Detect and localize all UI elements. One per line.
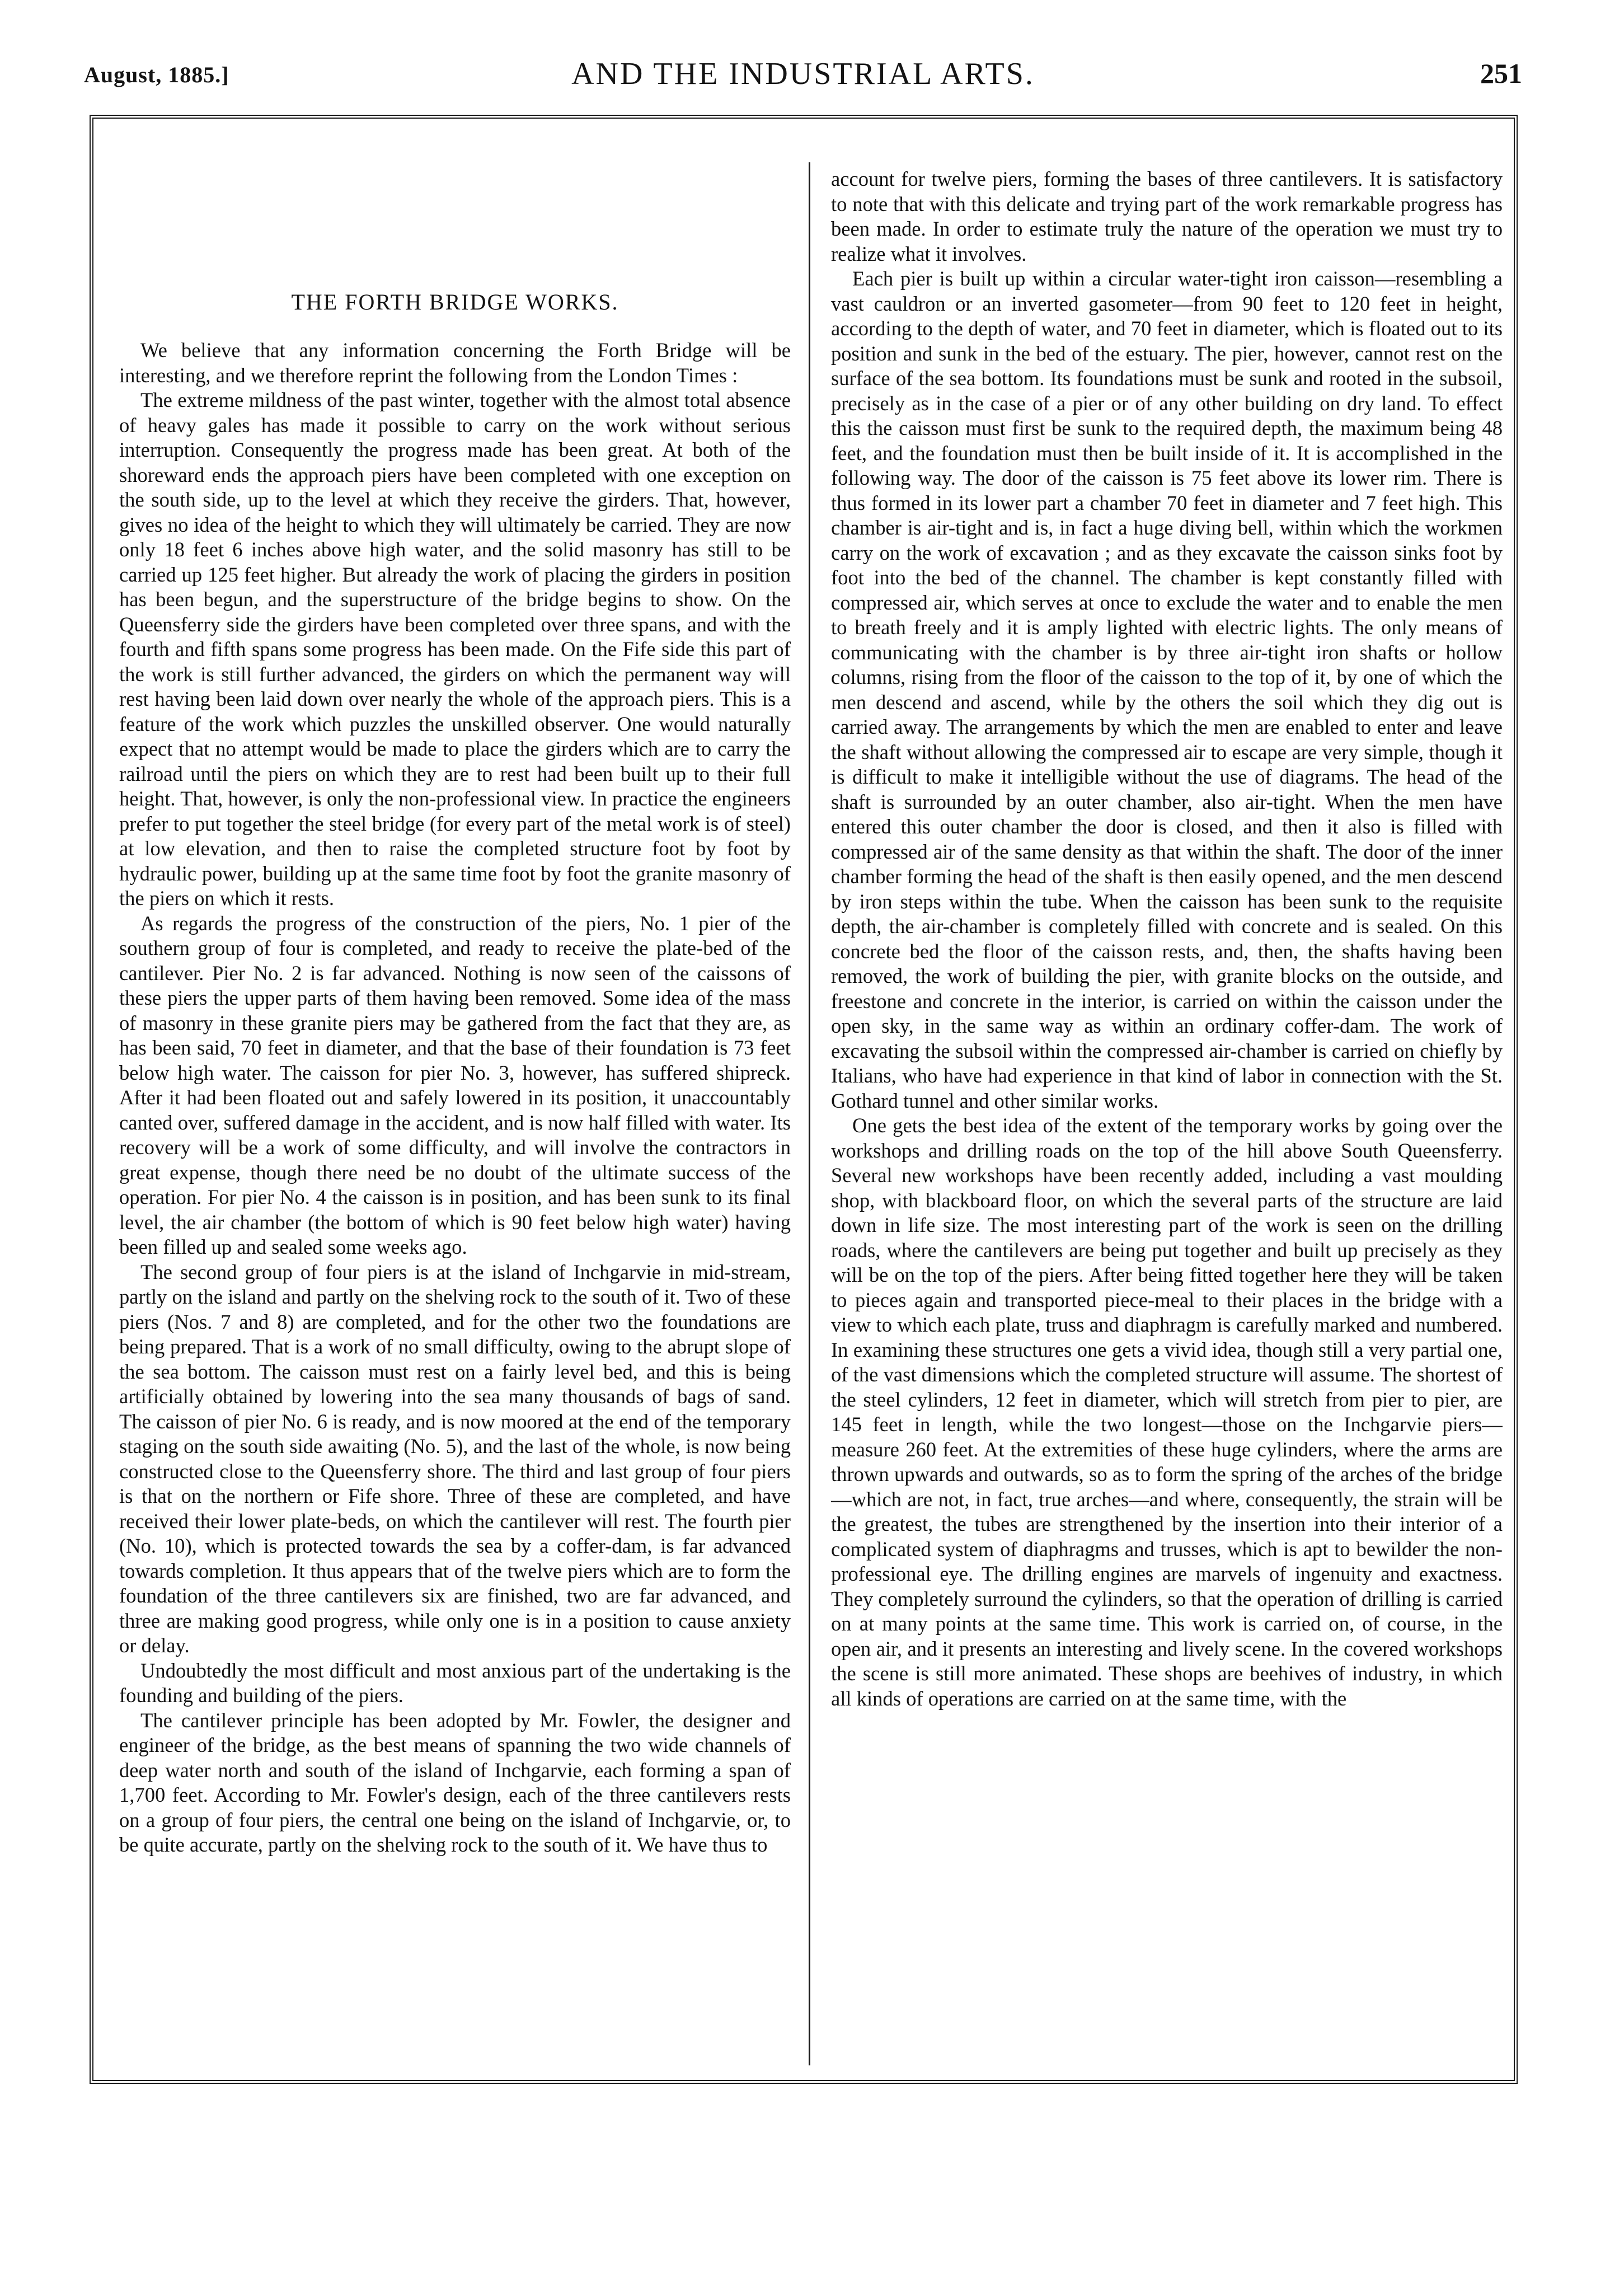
continued-paragraph: account for twelve piers, forming the bases of three cantilevers. It is satisfactory to note that with this delicate and trying part of the work remarkable progress has been made. In order to estimate truly the nature of the operation we must try to realize what it involves. xyxy=(831,167,1503,265)
left-column xyxy=(119,167,791,2047)
issue-date: August, 1885.] xyxy=(84,62,229,87)
body-paragraph: Undoubtedly the most difficult and most anxious part of the undertaking is the founding and building of the piers. xyxy=(119,1658,791,1707)
body-paragraph: Each pier is built up within a circular water-tight iron caisson—resembling a vast cauldron or an inverted gasometer—from 90 feet to 120 feet in height, according to the depth of water, and 70 feet in diameter, which is floated out to its position and sunk in the bed of the estuary. The pier, however, cannot rest on the surface of the sea bottom. Its foundations must be sunk and rooted in the subsoil, precisely as in the case of a pier or of any other building on dry land. To effect this the caisson must first be sunk to the required depth, the maximum being 48 feet, and the foundation must then be built inside of it. It is accomplished in the following way. The door of the caisson is 75 feet above its lower rim. There is thus formed in its lower part a chamber 70 feet in diameter and 7 feet high. This chamber is air-tight and is, in fact a huge diving bell, within which the workmen carry on the work of excavation ; and as they excavate the caisson sinks foot by foot into the bed of the channel. The chamber is kept constantly filled with compressed air, which serves at once to exclude the water and to enable the men to breath freely and it is amply lighted with electric lights. The only means of communicating with the chamber is by three air-tight iron shafts or hollow columns, rising from the floor of the caisson to the top of it, by one of which the men descend and ascend, while by the others the soil which they dig out is carried away. The arrangements by which the men are enabled to enter and leave the shaft without allowing the compressed air to escape are very simple, though it is difficult to make it intelligible without the use of diagrams. The head of the shaft is surrounded by an outer chamber, also air-tight. When the men have entered this outer chamber the door is closed, and then it also is filled with compressed air of the same density as that within the shaft. The door of the inner chamber forming the head of the shaft is then easily opened, and the men descend by iron steps within the tube. When the caisson has been sunk to the requisite depth, the air-chamber is completely filled with concrete and is sealed. On this concrete bed the floor of the caisson rests, and, then, the shafts having been removed, the work of building the pier, with granite blocks on the outside, and freestone and concrete in the interior, is carried on within the caisson under the open sky, in the same way as within an ordinary coffer-dam. The work of excavating the subsoil within the compressed air-chamber is carried on chiefly by Italians, who have had experience in that kind of labor in connection with the St. Gothard tunnel and other similar works. xyxy=(831,267,1503,1112)
body-paragraph: The second group of four piers is at the island of Inchgarvie in mid-stream, partly on the island and partly on the shelving rock to the south of it. Two of these piers (Nos. 7 and 8) are completed, and for the other two the foundations are being prepared. That is a work of no small difficulty, owing to the abrupt slope of the sea bottom. The caisson must rest on a fairly level bed, and this is being artificially obtained by lowering into the sea many thousands of bags of sand. The caisson of pier No. 6 is ready, and is now moored at the end of the temporary staging on the south side awaiting (No. 5), and the last of the whole, is now being constructed close to the Queensferry shore. The third and last group of four piers is that on the northern or Fife shore. Three of these are completed, and have received their lower plate-beds, on which the cantilever will rest. The fourth pier (No. 10), which is protected towards the sea by a coffer-dam, is far advanced towards completion. It thus appears that of the twelve piers which are to form the foundation of the three cantilevers six are finished, two are far advanced, and three are making good progress, while only one is in a position to cause anxiety or delay. xyxy=(119,1260,791,1657)
body-paragraph: As regards the progress of the construction of the piers, No. 1 pier of the southern group of four is completed, and ready to receive the plate-bed of the cantilever. Pier No. 2 is far advanced. Nothing is now seen of the caissons of these piers the upper parts of them having been removed. Some idea of the mass of masonry in these granite piers may be gathered from the fact that they are, as has been said, 70 feet in diameter, and that the base of their foundation is 73 feet below high water. The caisson for pier No. 3, however, has suffered shipreck. After it had been floated out and safely lowered in its position, it unaccountably canted over, suffered damage in the accident, and is now half filled with water. Its recovery will be a work of some difficulty, and will involve the contractors in great expense, though there need be no doubt of the ultimate success of the operation. For pier No. 4 the caisson is in position, and has been sunk to its final level, the air chamber (the bottom of which is 90 feet below high water) having been filled up and sealed some weeks ago. xyxy=(119,911,791,1258)
body-paragraph: One gets the best idea of the extent of the temporary works by going over the workshops and drilling roads on the top of the hill above South Queensferry. Several new workshops have been recently added, including a vast moulding shop, with blackboard floor, on which the several parts of the structure are laid down in life size. The most interesting part of the work is seen on the drilling roads, where the cantilevers are being put together and built up precisely as they will be on the top of the piers. After being fitted together here they will be taken to pieces again and transported piece-meal to their places in the bridge with a view to which each plate, truss and diaphragm is carefully marked and numbered. In examining these structures one gets a vivid idea, though still a very partial one, of the vast dimensions which the completed structure will assume. The shortest of the steel cylinders, 12 feet in diameter, which will stretch from pier to pier, are 145 feet in length, while the two longest—those on the Inchgarvie piers—measure 260 feet. At the extremities of these huge cylinders, where the arms are thrown upwards and outwards, so as to form the spring of the arches of the bridge—which are not, in fact, true arches—and where, consequently, the strain will be the greatest, the tubes are strengthened by the insertion into their interior of a complicated system of diaphragms and trusses, which is apt to bewilder the non-professional eye. The drilling engines are marvels of ingenuity and exactness. They completely surround the cylinders, so that the operation of drilling is carried on at many points at the same time. This work is carried on, of course, in the open air, and it presents an interesting and lively scene. In the covered workshops the scene is still more animated. These shops are beehives of industry, in which all kinds of operations are carried on at the same time, with the xyxy=(831,1114,1503,1710)
article-title: THE FORTH BRIDGE WORKS. xyxy=(291,289,619,315)
column-divider xyxy=(809,162,810,2065)
running-head xyxy=(84,51,1522,113)
page-number: 251 xyxy=(1480,58,1522,89)
article-frame xyxy=(90,115,1518,2084)
journal-title: AND THE INDUSTRIAL ARTS. xyxy=(571,57,1035,91)
intro-paragraph: We believe that any information concerning the Forth Bridge will be interesting, and we therefore reprint the following from the London Times : xyxy=(119,339,791,387)
right-column xyxy=(831,167,1503,2047)
body-paragraph: The extreme mildness of the past winter, together with the almost total absence of heavy gales has made it possible to carry on the work without serious interruption. Consequently the progress made has been great. At both of the shoreward ends the approach piers have been completed with one exception on the south side, up to the level at which they receive the girders. That, however, gives no idea of the height to which they will ultimately be carried. They are now only 18 feet 6 inches above high water, and the solid masonry has still to be carried up 125 feet higher. But already the work of placing the girders in position has been begun, and the superstructure of the bridge begins to show. On the Queensferry side the girders have been completed over three spans, and with the fourth and fifth spans some progress has been made. On the Fife side this part of the work is still further advanced, the girders on which the permanent way will rest having been laid down over nearly the whole of the approach piers. This is a feature of the work which puzzles the unskilled observer. One would naturally expect that no attempt would be made to place the girders which are to carry the railroad until the piers on which they are to rest had been built up to their full height. That, however, is only the non-professional view. In practice the engineers prefer to put together the steel bridge (for every part of the metal work is of steel) at low elevation, and then to raise the completed structure foot by foot by hydraulic power, building up at the same time foot by foot the granite masonry of the piers on which it rests. xyxy=(119,388,791,910)
body-paragraph: The cantilever principle has been adopted by Mr. Fowler, the designer and engineer of the bridge, as the best means of spanning the two wide channels of deep water north and south of the island of Inchgarvie, each forming a span of 1,700 feet. According to Mr. Fowler's design, each of the three cantilevers rests on a group of four piers, the central one being on the island of Inchgarvie, or, to be quite accurate, partly on the shelving rock to the south of it. We have thus to xyxy=(119,1708,791,1856)
